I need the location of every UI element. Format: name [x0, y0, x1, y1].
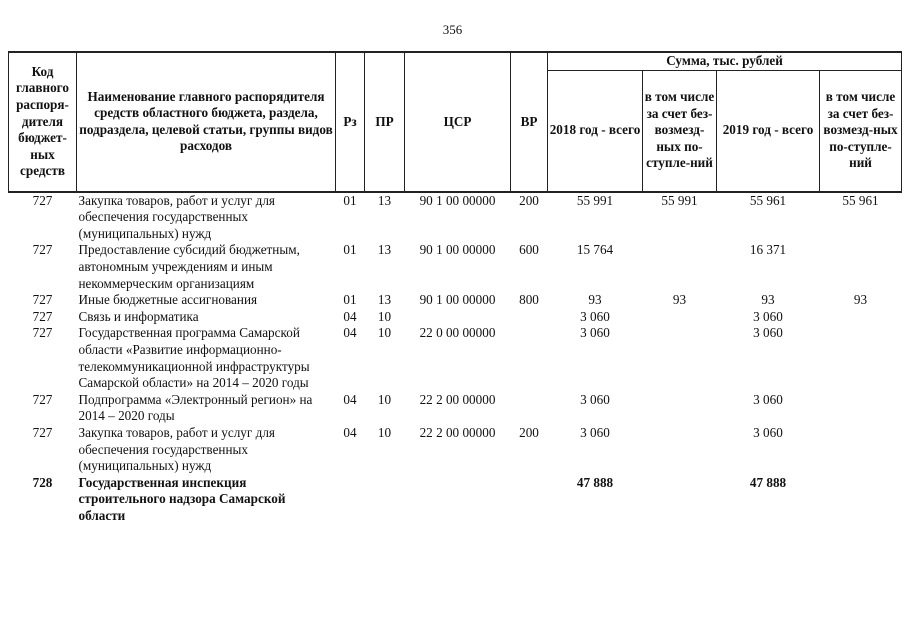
cell-2018-total: 55 991 — [576, 192, 614, 208]
cell-2018-total: 3 060 — [580, 391, 610, 407]
cell-vr — [511, 325, 548, 391]
cell-csr: 22 2 00 00000 — [419, 424, 496, 440]
cell-pr — [365, 475, 405, 525]
cell-name: Государственная инспекция строительного надзора Самарской области — [78, 474, 286, 523]
cell-2019-total: 16 371 — [749, 242, 787, 258]
cell-csr: 90 1 00 00000 — [419, 192, 496, 208]
cell-2018-free — [643, 425, 717, 475]
cell-2018-free: 93 — [672, 292, 687, 308]
cell-pr: 10 — [377, 424, 392, 440]
cell-csr: 22 2 00 00000 — [419, 391, 496, 407]
cell-name: Предоставление субсидий бюджетным, автономным учреждениям и иным некоммерческим организациям — [78, 242, 300, 291]
cell-pr: 10 — [377, 308, 392, 324]
header-rz: Рз — [336, 52, 365, 192]
cell-2018-free — [643, 309, 717, 326]
header-pr: ПР — [365, 52, 405, 192]
header-vr: ВР — [511, 52, 548, 192]
cell-2018-free — [643, 475, 717, 525]
cell-2018-total: 3 060 — [580, 325, 610, 341]
cell-rz — [336, 475, 365, 525]
cell-vr — [511, 475, 548, 525]
cell-rz: 01 — [343, 192, 357, 208]
cell-2019-free: 93 — [853, 292, 868, 308]
header-2019-total: 2019 год - всего — [717, 70, 820, 192]
table-body — [9, 192, 902, 525]
header-code: Код главного распоря-дителя бюджет-ных средств — [9, 52, 77, 192]
cell-2018-total: 15 764 — [576, 242, 614, 258]
cell-2019-free: 55 961 — [842, 192, 879, 208]
cell-vr — [511, 309, 548, 326]
cell-2019-total: 93 — [761, 292, 775, 308]
header-2019-free: в том числе за счет без-возмезд-ных по-ступле-ний — [820, 70, 902, 192]
header-2018-total: 2018 год - всего — [548, 70, 643, 192]
cell-name: Закупка товаров, работ и услуг для обеспечения государственных (муниципальных) нужд — [78, 192, 275, 241]
table-row — [9, 192, 902, 243]
cell-csr — [405, 475, 511, 525]
cell-2019-free — [820, 242, 902, 292]
header-2018-free: в том числе за счет без-возмезд-ных по-ступле-ний — [643, 70, 717, 192]
cell-vr: 600 — [519, 242, 539, 258]
cell-vr: 200 — [519, 192, 539, 208]
cell-2019-total: 3 060 — [753, 308, 783, 324]
cell-code: 728 — [32, 474, 53, 490]
cell-name: Подпрограмма «Электронный регион» на 2014 – 2020 годы — [78, 391, 313, 424]
cell-2019-total: 3 060 — [753, 391, 783, 407]
cell-2019-free — [820, 475, 902, 525]
cell-2018-free — [643, 325, 717, 391]
budget-table — [8, 51, 902, 524]
cell-2019-total: 3 060 — [753, 325, 783, 341]
cell-pr: 13 — [377, 242, 392, 258]
cell-rz: 04 — [343, 308, 357, 324]
cell-code: 727 — [32, 391, 53, 407]
table-row — [9, 475, 902, 525]
cell-2018-free — [643, 392, 717, 425]
cell-2018-total: 3 060 — [580, 424, 610, 440]
cell-code: 727 — [32, 424, 53, 440]
cell-code: 727 — [32, 192, 53, 208]
cell-2018-free: 55 991 — [661, 192, 698, 208]
cell-name: Связь и информатика — [78, 308, 199, 324]
table-row — [9, 292, 902, 309]
cell-code: 727 — [32, 242, 53, 258]
cell-csr: 22 0 00 00000 — [419, 325, 496, 341]
cell-rz: 04 — [343, 391, 357, 407]
table-row — [9, 325, 902, 391]
cell-name: Государственная программа Самарской области «Развитие информационно-телекоммуникационной инфраструктуры Самарской области» на 2014 – 2020 годы — [78, 325, 310, 391]
cell-vr: 200 — [519, 424, 539, 440]
header-csr: ЦСР — [405, 52, 511, 192]
cell-csr: 90 1 00 00000 — [419, 292, 496, 308]
cell-pr: 10 — [377, 325, 392, 341]
cell-csr: 90 1 00 00000 — [419, 242, 496, 258]
header-name: Наименование главного распорядителя средств областного бюджета, раздела, подраздела, целевой статьи, группы видов расходов — [77, 52, 336, 192]
table-row — [9, 392, 902, 425]
cell-csr — [405, 309, 511, 326]
cell-code: 727 — [32, 308, 53, 324]
cell-rz: 04 — [343, 424, 357, 440]
cell-2019-free — [820, 309, 902, 326]
table-row — [9, 309, 902, 326]
cell-pr: 13 — [377, 292, 392, 308]
cell-code: 727 — [32, 292, 53, 308]
cell-name: Закупка товаров, работ и услуг для обеспечения государственных (муниципальных) нужд — [78, 424, 275, 474]
cell-2019-total: 3 060 — [753, 424, 783, 440]
cell-rz: 01 — [343, 292, 357, 308]
cell-2018-total: 47 888 — [576, 474, 614, 490]
cell-code: 727 — [32, 325, 53, 341]
cell-2019-free — [820, 325, 902, 391]
page-number: 356 — [442, 22, 463, 37]
cell-name: Иные бюджетные ассигнования — [78, 292, 258, 308]
cell-rz: 01 — [343, 242, 357, 258]
cell-2018-total: 93 — [588, 292, 602, 308]
table-row — [9, 242, 902, 292]
cell-vr: 800 — [519, 292, 539, 308]
cell-vr — [511, 392, 548, 425]
cell-2018-total: 3 060 — [580, 308, 610, 324]
cell-pr: 13 — [377, 192, 392, 208]
cell-rz: 04 — [343, 325, 357, 341]
cell-2019-total: 55 961 — [749, 192, 787, 208]
cell-2019-free — [820, 392, 902, 425]
cell-pr: 10 — [377, 391, 392, 407]
table-row — [9, 425, 902, 475]
cell-2019-total: 47 888 — [749, 474, 787, 490]
cell-2019-free — [820, 425, 902, 475]
header-sum: Сумма, тыс. рублей — [548, 52, 902, 70]
cell-2018-free — [643, 242, 717, 292]
